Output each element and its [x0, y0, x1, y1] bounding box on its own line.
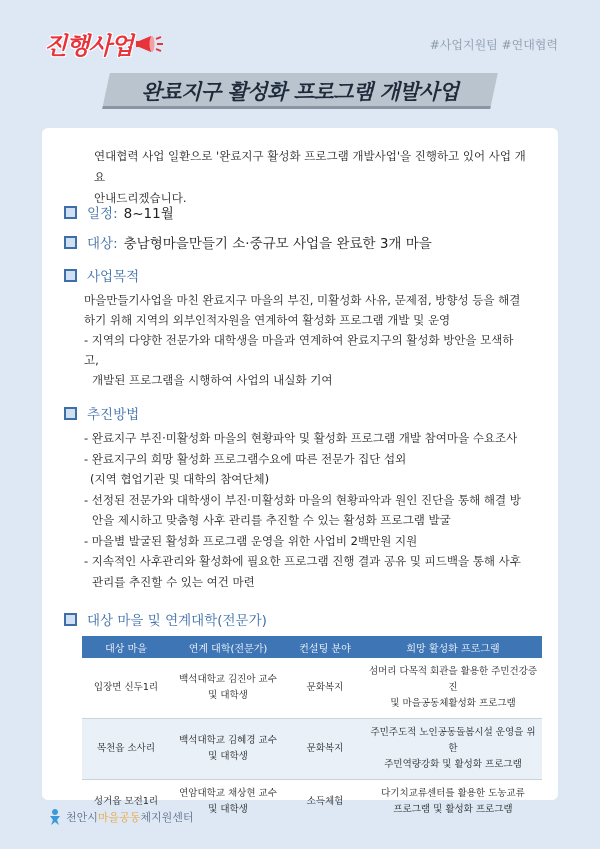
village-cell: 입장면 신두1리	[82, 658, 170, 719]
method-line: - 완료지구의 희망 활성화 프로그램수요에 따른 전문가 집단 섭외	[84, 451, 407, 466]
bullet-square-icon	[64, 407, 77, 420]
intro-line: 안내드리겠습니다.	[94, 191, 187, 205]
header-logo	[44, 26, 165, 61]
column-header: 희망 활성화 프로그램	[364, 636, 542, 658]
column-header: 연계 대학(전문가)	[170, 636, 286, 658]
footer-logo	[48, 808, 194, 826]
content-card	[42, 128, 558, 816]
method-line: 안을 제시하고 맞춤형 사후 관리를 추진할 수 있는 활성화 프로그램 발굴	[92, 513, 451, 527]
purpose-heading-label: 사업목적	[87, 269, 140, 285]
bullet-square-icon	[64, 613, 77, 626]
purpose-heading	[64, 265, 139, 285]
village-cell: 목천읍 소사리	[82, 719, 170, 780]
intro-line: 연대협력 사업 일환으로 '완료지구 활성화 프로그램 개발사업'을 진행하고 있어 사업 개요	[94, 149, 526, 184]
bullet-square-icon	[64, 206, 77, 219]
bullet-square-icon	[64, 236, 77, 249]
purpose-line: 고,	[84, 353, 99, 367]
method-line: - 선정된 전문가와 대학생이 부진·미활성화 마을의 현황파악과 원인 진단을 통해 해결 방	[84, 492, 521, 507]
page-title: 완료지구 활성화 프로그램 개발사업	[141, 80, 459, 104]
intro-text	[94, 146, 534, 209]
org-name-part1: 천안시	[66, 811, 98, 824]
person-figure-icon	[48, 808, 62, 826]
field-cell: 문화복지	[286, 658, 364, 719]
purpose-line: 마을만들기사업을 마친 완료지구 마을의 부진, 미활성화 사유, 문제점, 방향성 등을 해결	[84, 293, 521, 307]
purpose-text	[84, 290, 544, 390]
method-heading-label: 추진방법	[87, 407, 140, 423]
schedule-value: 8~11월	[123, 206, 174, 222]
program-cell: 주민주도적 노인공동돌봄시설 운영을 위한 주민역량강화 및 활성화 프로그램	[364, 719, 542, 780]
megaphone-icon	[135, 32, 165, 56]
method-line: - 지속적인 사후관리와 활성화에 필요한 프로그램 진행 결과 공유 및 피드백을 통해 사후	[84, 554, 521, 568]
column-header: 대상 마을	[82, 636, 170, 658]
university-cell: 백석대학교 김진아 교수 및 대학생	[170, 658, 286, 719]
target-row	[64, 232, 432, 252]
university-cell: 연암대학교 채상현 교수 및 대학생	[179, 788, 277, 816]
table-header-row	[82, 636, 542, 658]
village-cell: 성거읍 모전1리	[93, 796, 159, 808]
table-row	[82, 719, 542, 780]
field-cell: 소득체험	[306, 796, 344, 808]
method-line: (지역 협업기관 및 대학의 참여단체)	[90, 472, 270, 486]
purpose-line: - 지역의 다양한 전문가와 대학생을 마을과 연계하여 완료지구의 활성화 방안을 모색하	[84, 333, 514, 347]
bullet-square-icon	[64, 269, 77, 282]
method-line: 관리를 추진할 수 있는 여건 마련	[92, 574, 255, 589]
target-value: 충남형마을만들기 소·중규모 사업을 완료한 3개 마을	[123, 236, 432, 252]
matching-heading	[64, 609, 267, 629]
org-name-part2: 체지원센터	[140, 811, 194, 824]
field-cell: 문화복지	[286, 719, 364, 780]
method-line: - 마을별 발굴된 활성화 프로그램 운영을 위한 사업비 2백만원 지원	[84, 533, 418, 548]
hashtags: #사업지원팀 #연대협력	[429, 38, 558, 52]
matching-table	[82, 636, 542, 825]
program-cell: 다기치교류센터를 활용한 도농교류 프로그램 및 활성화 프로그램	[381, 788, 525, 816]
method-text	[84, 428, 550, 592]
method-line: - 완료지구 부진·미활성화 마을의 현황파악 및 활성화 프로그램 개발 참여마을 수요조사	[84, 431, 518, 445]
university-cell: 백석대학교 김혜경 교수 및 대학생	[170, 719, 286, 780]
method-heading	[64, 403, 139, 423]
schedule-row	[64, 202, 174, 222]
schedule-label: 일정:	[87, 206, 118, 222]
matching-heading-label: 대상 마을 및 연계대학(전문가)	[87, 613, 267, 629]
org-name-highlight: 마을공동	[97, 811, 141, 824]
target-label: 대상:	[87, 236, 118, 252]
program-cell: 섬머리 다목적 회관을 활용한 주민건강증진 및 마을공동체활성화 프로그램	[364, 658, 542, 719]
column-header: 컨설팅 분야	[286, 636, 364, 658]
table-row	[82, 658, 542, 719]
purpose-line: 개발된 프로그램을 시행하여 사업의 내실화 기여	[92, 373, 333, 387]
logo-text: 진행사업	[44, 32, 133, 60]
purpose-line: 하기 위해 지역의 외부인적자원을 연계하여 활성화 프로그램 개발 및 운영	[84, 313, 451, 327]
